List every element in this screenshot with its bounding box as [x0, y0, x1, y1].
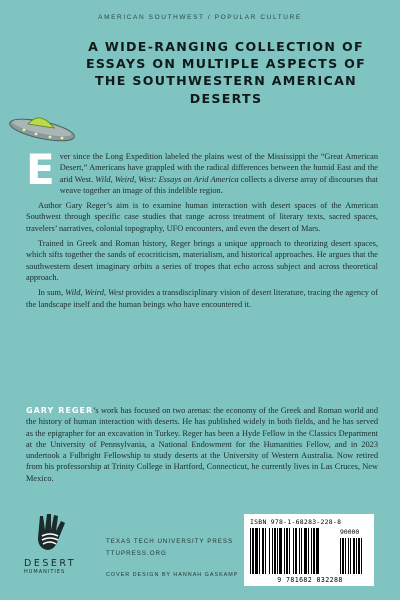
- book-title: Wild, Weird, West: [65, 288, 124, 298]
- cover-credit: COVER DESIGN BY HANNAH GASKAMP: [106, 572, 239, 578]
- barcode-bar: [277, 528, 278, 574]
- barcode-bar: [279, 528, 282, 574]
- barcode-bar: [301, 528, 302, 574]
- barcode-bar: [345, 538, 346, 574]
- barcode-bar: [272, 528, 273, 574]
- barcode-bar: [299, 528, 300, 574]
- barcode-bar: [313, 528, 315, 574]
- barcode-bar: [304, 528, 307, 574]
- barcode-bar: [358, 538, 360, 574]
- headline: A WIDE-RANGING COLLECTION OF ESSAYS ON MULTIPLE ASPECTS OF THE SOUTHWESTERN AMERICAN DESERTS: [85, 39, 367, 106]
- publisher-url: TTUPRESS.ORG: [106, 550, 167, 557]
- barcode-bar: [262, 528, 264, 574]
- barcode-bar: [348, 538, 349, 574]
- barcode-number: 9 781682 832288: [277, 576, 343, 584]
- drop-cap: E: [26, 145, 55, 194]
- book-title: Wild, Weird, West: Essays on Arid America: [95, 174, 239, 184]
- author-name: GARY REGER: [26, 406, 94, 415]
- description-paragraph: Trained in Greek and Roman history, Reger brings a unique approach to theorizing desert spaces, which sifts together the sands of ecocriticism, materialism, and historical approaches. He argues that the southwestern desert imaginary orbits a series of tropes that echo across subject and across theoretical approach.: [26, 239, 378, 282]
- logo-text: DESERT: [24, 558, 77, 569]
- barcode-bar: [274, 528, 276, 574]
- desert-humanities-logo: [24, 512, 84, 575]
- description-paragraph: In sum, Wild, Weird, West provides a transdisciplinary vision of desert literature, tracing the agency of the landscape itself and the human beings who have encountered it.: [26, 288, 378, 309]
- barcode-bar: [265, 528, 266, 574]
- description-paragraph: Ever since the Long Expedition labeled the plains west of the Mississippi the “Great American Desert,” Americans have grappled with the radical differences between the humid East and the arid West. Wild, Weird, West: Essays on Arid America collects a diverse array of discourses that weave together an image of this indelible region.: [26, 145, 379, 195]
- barcode-bar: [286, 528, 288, 574]
- barcode-bar: [255, 528, 258, 574]
- publisher-info: [106, 536, 238, 581]
- isbn-label: ISBN 978-1-68283-228-8: [250, 518, 342, 526]
- barcode-bar: [293, 528, 294, 574]
- barcode-bar: [316, 528, 319, 574]
- category-label: AMERICAN SOUTHWEST / POPULAR CULTURE: [98, 14, 302, 21]
- barcode-bar: [252, 528, 254, 574]
- barcode-bar: [350, 538, 351, 574]
- logo-subtext: HUMANITIES: [24, 569, 66, 575]
- ufo-icon: [6, 110, 78, 144]
- barcode-bar: [356, 538, 357, 574]
- barcode-bar: [295, 528, 297, 574]
- barcode-bar: [361, 538, 362, 574]
- barcode-bar: [340, 538, 341, 574]
- barcode-bar: [284, 528, 285, 574]
- barcode-bar: [289, 528, 290, 574]
- barcode-bar: [259, 528, 260, 574]
- barcode: [244, 514, 374, 586]
- barcode-bar: [353, 538, 355, 574]
- handprint-icon: [34, 512, 68, 554]
- barcode-bar: [311, 528, 312, 574]
- barcode-bar: [250, 528, 251, 574]
- publisher-name: TEXAS TECH UNIVERSITY PRESS: [106, 538, 234, 545]
- barcode-bar: [342, 538, 344, 574]
- barcode-bar: [308, 528, 309, 574]
- author-bio: GARY REGER’s work has focused on two arenas: the economy of the Greek and Roman world and the history of human interaction with deserts. He has published widely in both fields, and he has served as the epigrapher for an excavation in Turkey. Reger has been a Hyde Fellow in the Classics Department at the University of Pennsylvania, a National Endowment for the Humanities Fellow, and in 2023 undertook a Fulbright Fellowship to study deserts at the University of Western Australia. Now retired from his professorship at Trinity College in Hartford, Connecticut, he currently lives in Las Cruces, New Mexico.: [26, 406, 379, 483]
- book-description: [26, 145, 379, 314]
- description-paragraph: Author Gary Reger’s aim is to examine human interaction with desert spaces of the American Southwest through specific case studies that range across treatment of literary texts, sacred spaces, travelers’ narratives, colonial topography, UFO encounters, and even the desert of Mars.: [26, 201, 378, 233]
- barcode-bars: [250, 528, 370, 574]
- barcode-bar: [269, 528, 270, 574]
- price-code: 90000: [340, 528, 360, 536]
